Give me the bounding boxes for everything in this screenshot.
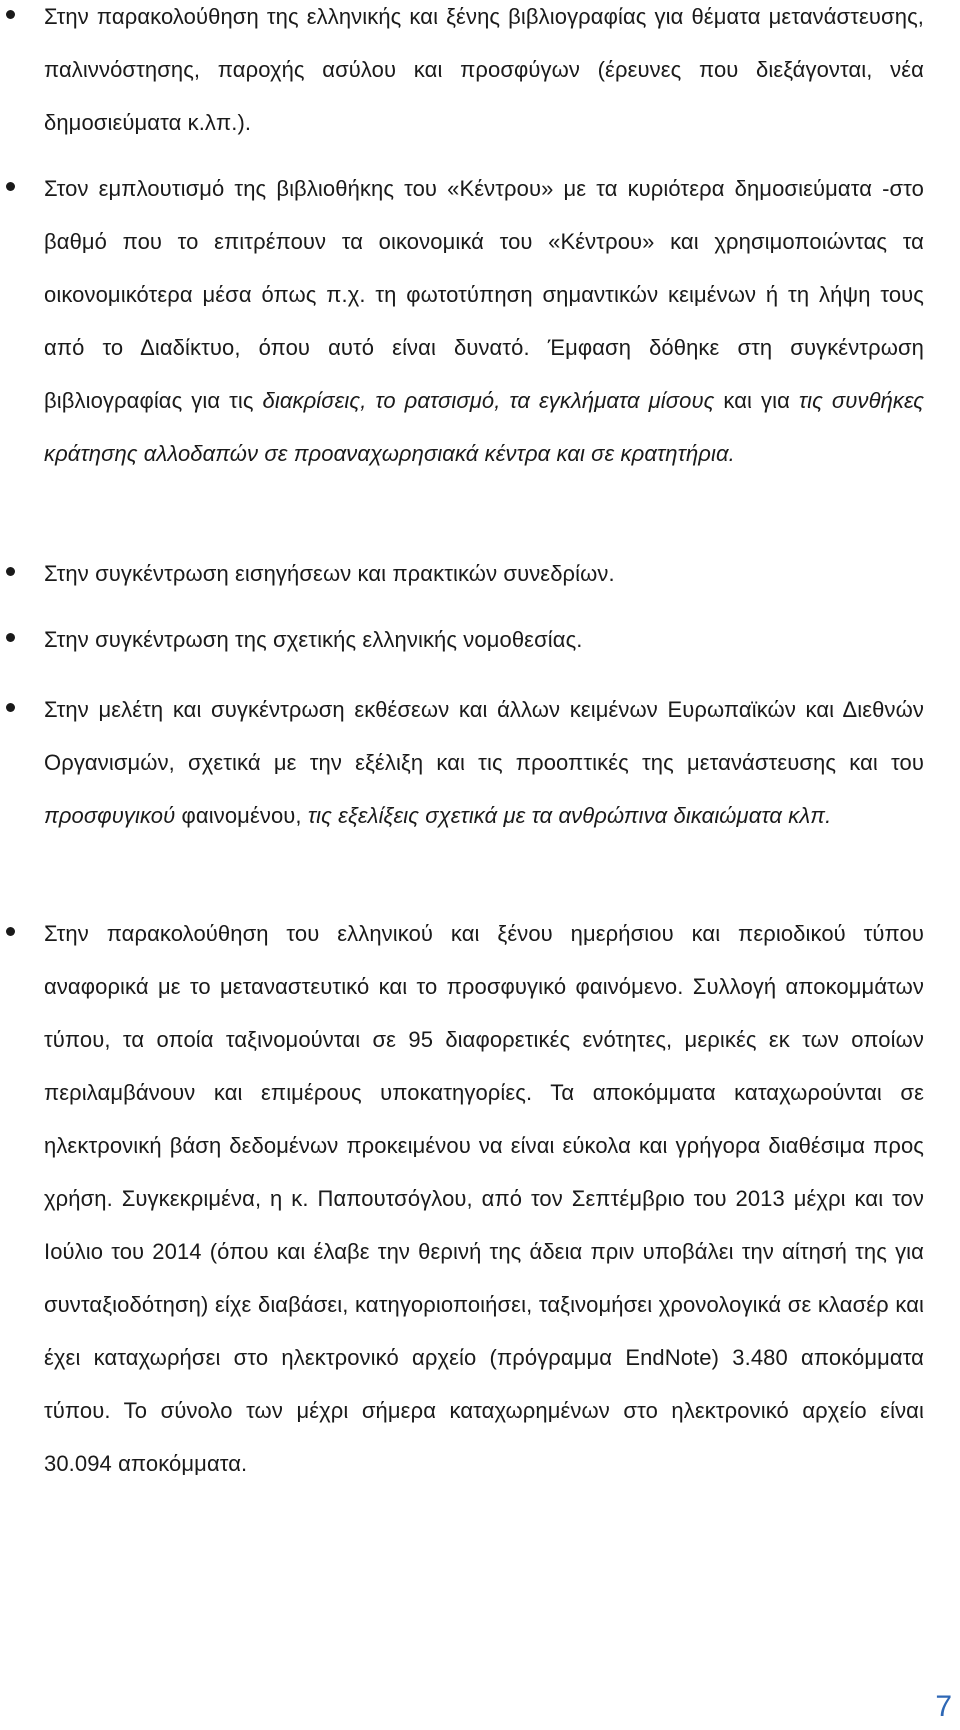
bullet-icon — [6, 10, 15, 19]
bullet-italic-text: τις εξελίξεις σχετικά με τα ανθρώπινα δικαιώματα κλπ. — [307, 803, 832, 828]
list-item — [44, 547, 924, 600]
bullet-italic-text: τις συνθήκες κράτησης αλλοδαπών σε προαναχωρησιακά κέντρα και σε κρατητήρια. — [44, 388, 924, 466]
bullet-text: Στην παρακολούθηση του ελληνικού και ξένου ημερήσιου και περιοδικού τύπου αναφορικά με το μεταναστευτικό και το προσφυγικό φαινόμενο. Συλλογή αποκομμάτων τύπου, τα οποία ταξινομούνται σε 95 διαφορετικές ενότητες, μερικές εκ των οποίων περιλαμβάνουν και επιμέρους υποκατηγορίες. Τα αποκόμματα καταχωρούνται σε ηλεκτρονική βάση δεδομένων προκειμένου να είναι εύκολα και γρήγορα διαθέσιμα προς χρήση. Συγκεκριμένα, η κ. Παπουτσόγλου, από τον Σεπτέμβριο του 2013 μέχρι και τον Ιούλιο του 2014 (όπου και έλαβε την θερινή της άδεια πριν υποβάλει την αίτησή της για συνταξιοδότηση) είχε διαβάσει, κατηγοριοποιήσει, ταξινομήσει χρονολογικά σε κλασέρ και έχει καταχωρήσει στο ηλεκτρονικό αρχείο (πρόγραμμα EndNote) 3.480 αποκόμματα τύπου. Το σύνολο των μέχρι σήμερα καταχωρημένων στο ηλεκτρονικό αρχείο είναι 30.094 αποκόμματα. — [44, 921, 924, 1476]
bullet-icon — [6, 927, 15, 936]
bullet-text: και για — [714, 388, 799, 413]
bullet-text: Στην παρακολούθηση της ελληνικής και ξένης βιβλιογραφίας για θέματα μετανάστευσης, παλιννόστησης, παροχής ασύλου και προσφύγων (έρευνες που διεξάγονται, νέα δημοσιεύματα κ.λπ.). — [44, 4, 924, 135]
bullet-icon — [6, 703, 15, 712]
bullet-text: Στην μελέτη και συγκέντρωση εκθέσεων και άλλων κειμένων Ευρωπαϊκών και Διεθνών Οργανισμών, σχετικά με την εξέλιξη και τις προοπτικές της μετανάστευσης και του — [44, 697, 924, 775]
list-item — [44, 613, 924, 666]
bullet-icon — [6, 567, 15, 576]
list-item — [44, 907, 924, 1490]
list-item — [44, 0, 924, 149]
bullet-icon — [6, 182, 15, 191]
bullet-italic-text: προσφυγικού — [44, 803, 176, 828]
page-number: 7 — [935, 1690, 952, 1723]
bullet-text: Στην συγκέντρωση της σχετικής ελληνικής νομοθεσίας. — [44, 627, 583, 652]
bullet-text: φαινομένου, — [175, 803, 308, 828]
list-item — [44, 162, 924, 480]
bullet-icon — [6, 633, 15, 642]
list-item — [44, 683, 924, 842]
bullet-italic-text: διακρίσεις, το ρατσισμό, τα εγκλήματα μίσους — [262, 388, 715, 413]
bullet-text: Στην συγκέντρωση εισηγήσεων και πρακτικών συνεδρίων. — [44, 561, 615, 586]
bullet-text: Στον εμπλουτισμό της βιβλιοθήκης του «Κέντρου» με τα κυριότερα δημοσιεύματα -στο βαθμό που το επιτρέπουν τα οικονομικά του «Κέντρου» και χρησιμοποιώντας τα οικονομικότερα μέσα όπως π.χ. τη φωτοτύπηση σημαντικών κειμένων ή τη λήψη τους από το Διαδίκτυο, όπου αυτό είναι δυνατό. Έμφαση δόθηκε στη συγκέντρωση βιβλιογραφίας για τις — [44, 176, 924, 413]
